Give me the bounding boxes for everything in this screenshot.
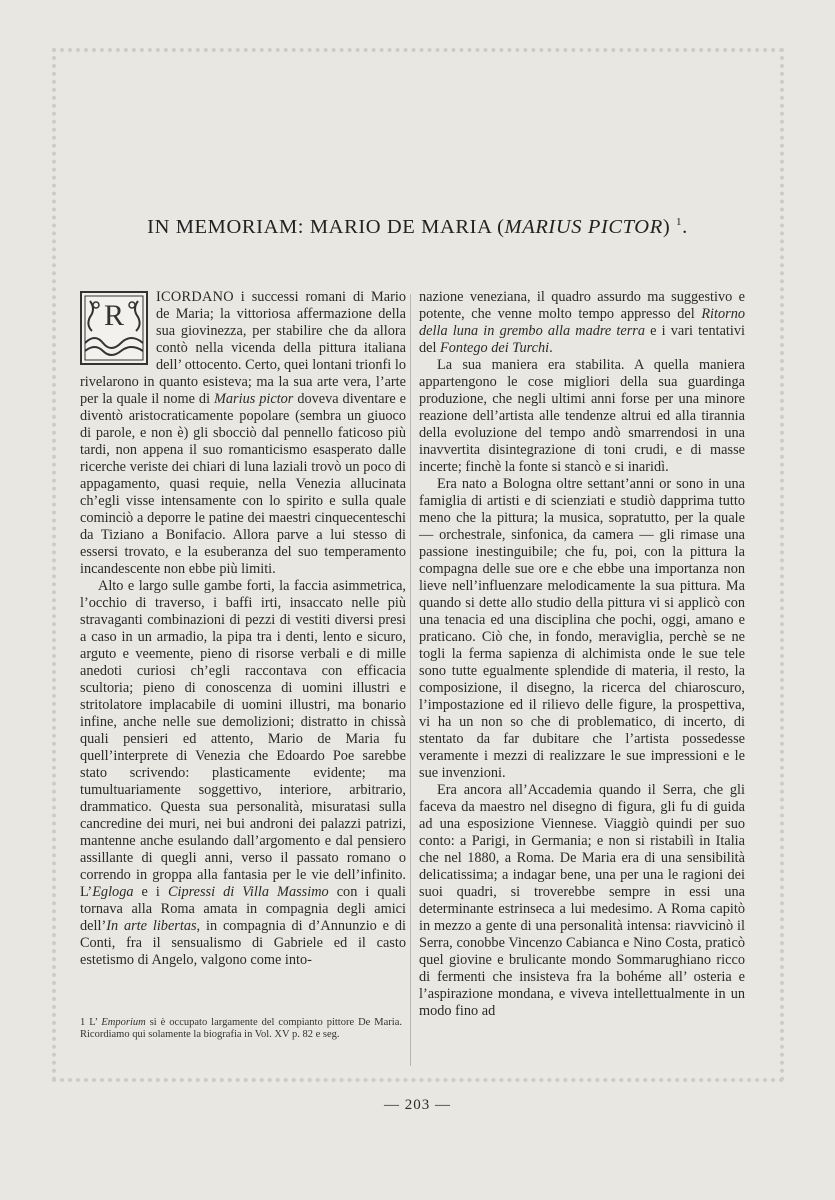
paragraph: R ICORDANO i successi romani di Mario de Maria; la vittoriosa affermazione della sua giovinezza, per stabilire che da allora contò nella vicenda della pittura italiana dell’ ottocento. Certo, quei lontani trionfi lo rivelarono in quanto esisteva; ma la sua arte vera, l’arte per la quale il nome di Marius pictor doveva diventare e diventò aristocraticamente popolare (sembra un giuoco di parole, e non è) gli sbocciò dal pennello faticoso più tardi, non appena il suo romanticismo esasperato dalle ricerche veriste dei chiari di luna laziali trovò un poco di appagamento, quasi requie, nella Venezia allucinata ch’egli visse intensamente con lo spirito e sulla quale cominciò a deporre le patine dei maestri cinquecenteschi da Tiziano a Bonifacio. Allora parve a lui stesso di essersi trovato, e la esuberanza del suo temperamento incandescente non ebbe più limiti. <box>80 289 407 577</box>
article-title: IN MEMORIAM: MARIO DE MARIA (MARIUS PICTOR) $^1$. <box>147 216 688 238</box>
page-number: — 203 — <box>384 1097 451 1113</box>
footnote: 1 L’ Emporium si è occupato largamente del compianto pittore De Maria. Ricordiamo qui solamente la biografia in Vol. XV p. 82 e seg. <box>80 1017 402 1040</box>
paragraph: Era ancora all’Accademia quando il Serra, che gli faceva da maestro nel disegno di figura, gli fu di guida ad una esposizione Viennese. Viaggiò quindi per suo conto: a Parigi, in Germania; e non si ristabilì in Italia che nel 1880, a Roma. De Maria era di una sensibilità delicatissima; a indagar bene, una per una le ragioni dei suoi quadri, si troverebbe sempre in essi una determinante estrinseca a lui medesimo. A Roma capitò in mezzo a gente di una personalità intensa: riavvicinò il Serra, conobbe Vincenzo Cabianca e Nino Costa, praticò quel giovine e brulicante mondo Sommarughiano ricco di fermenti che insisteva fra la bohéme all’ osteria e l’aspirazione mondana, e viveva intellettualmente in un modo fino ad <box>419 782 745 1019</box>
ornamental-dropcap <box>80 291 148 365</box>
column-divider <box>410 294 411 1066</box>
paragraph: La sua maniera era stabilita. A quella maniera appartengono le cose migliori della sua guardinga produzione, che negli ultimi anni forse per una minore reazione dell’artista alle tendenze altrui ed alla tirannia della evoluzione del tempo andò smarrendosi in una inavvertita disintegrazione di toni crudi, e di masse incerte; finchè la fonte si stancò e si inaridì. <box>419 357 745 475</box>
left-column <box>80 289 406 969</box>
paragraph: Era nato a Bologna oltre settant’anni or sono in una famiglia di artisti e di scienziati e studiò dapprima tutto meno che la pittura; la musica, sopratutto, per la quale — orchestrale, sinfonica, da camera — gli rimase una passione inestinguibile; che fu, poi, con la pittura la compagna delle sue ore e che ebbe una importanza non lieve nell’influenzare melodicamente la sua pittura. Ma quando si dette allo studio della pittura vi si applicò con una tenacia ed una disciplina che pochi, oggi, amano e praticano. Ciò che, in fondo, meraviglia, perchè se ne togli la ferma sapienza di alchimista onde le sue tele sono tutte egualmente splendide di materia, il resto, la composizione, il disegno, la ricerca del chiaroscuro, l’impostazione ed il rilievo delle figure, la prospettiva, vi ha un non so che di problematico, di incerto, di stentato da far dubitare che l’artista possedesse veramente i mezzi di realizzare le sue impressioni e le sue invenzioni. <box>419 476 745 781</box>
dropcap-letter: R <box>103 299 124 332</box>
paragraph: nazione veneziana, il quadro assurdo ma suggestivo e potente, che venne molto tempo appresso del Ritorno della luna in grembo alla madre terra e i vari tentativi del Fontego dei Turchi. <box>419 289 745 356</box>
paragraph: Alto e largo sulle gambe forti, la faccia asimmetrica, l’occhio di traverso, i baffi irti, insaccato nelle più stravaganti combinazioni di pezzi di vestiti diversi presi a caso in un armadio, la pipa tra i denti, lento e sicuro, arguto e veemente, pieno di risorse verbali e di mille anedoti curiosi ch’egli raccontava con efficacia scultoria; pieno di conoscenza di uomini illustri e stritolatore implacabile di uomini illustri, ma bonario infine, anche nelle sue demolizioni; distratto in chissà quali pensieri ed attento, Mario de Maria fu quell’interprete di Venezia che Edoardo Poe sarebbe stato scrivendo: plasticamente evidente; ma tumultuariamente soggettivo, interiore, arbitrario, drammatico. Questa sua personalità, misuratasi sulla cancredine dei muri, nei bui androni dei palazzi patrizi, mantenne anche esulando dall’argomento e dal pensiero assillante di quegli anni, verso il passato romano o correndo in groppa alla fantasia per le vie dell’infinito. L’Egloga e i Cipressi di Villa Massimo con i quali tornava alla Roma amata in compagnia degli amici dell’In arte libertas, in compagnia di d’Annunzio e di Conti, fra il sensualismo di Gabriele ed il casto estetismo di Angelo, valgono come into- <box>80 578 406 968</box>
right-column <box>419 289 745 1020</box>
